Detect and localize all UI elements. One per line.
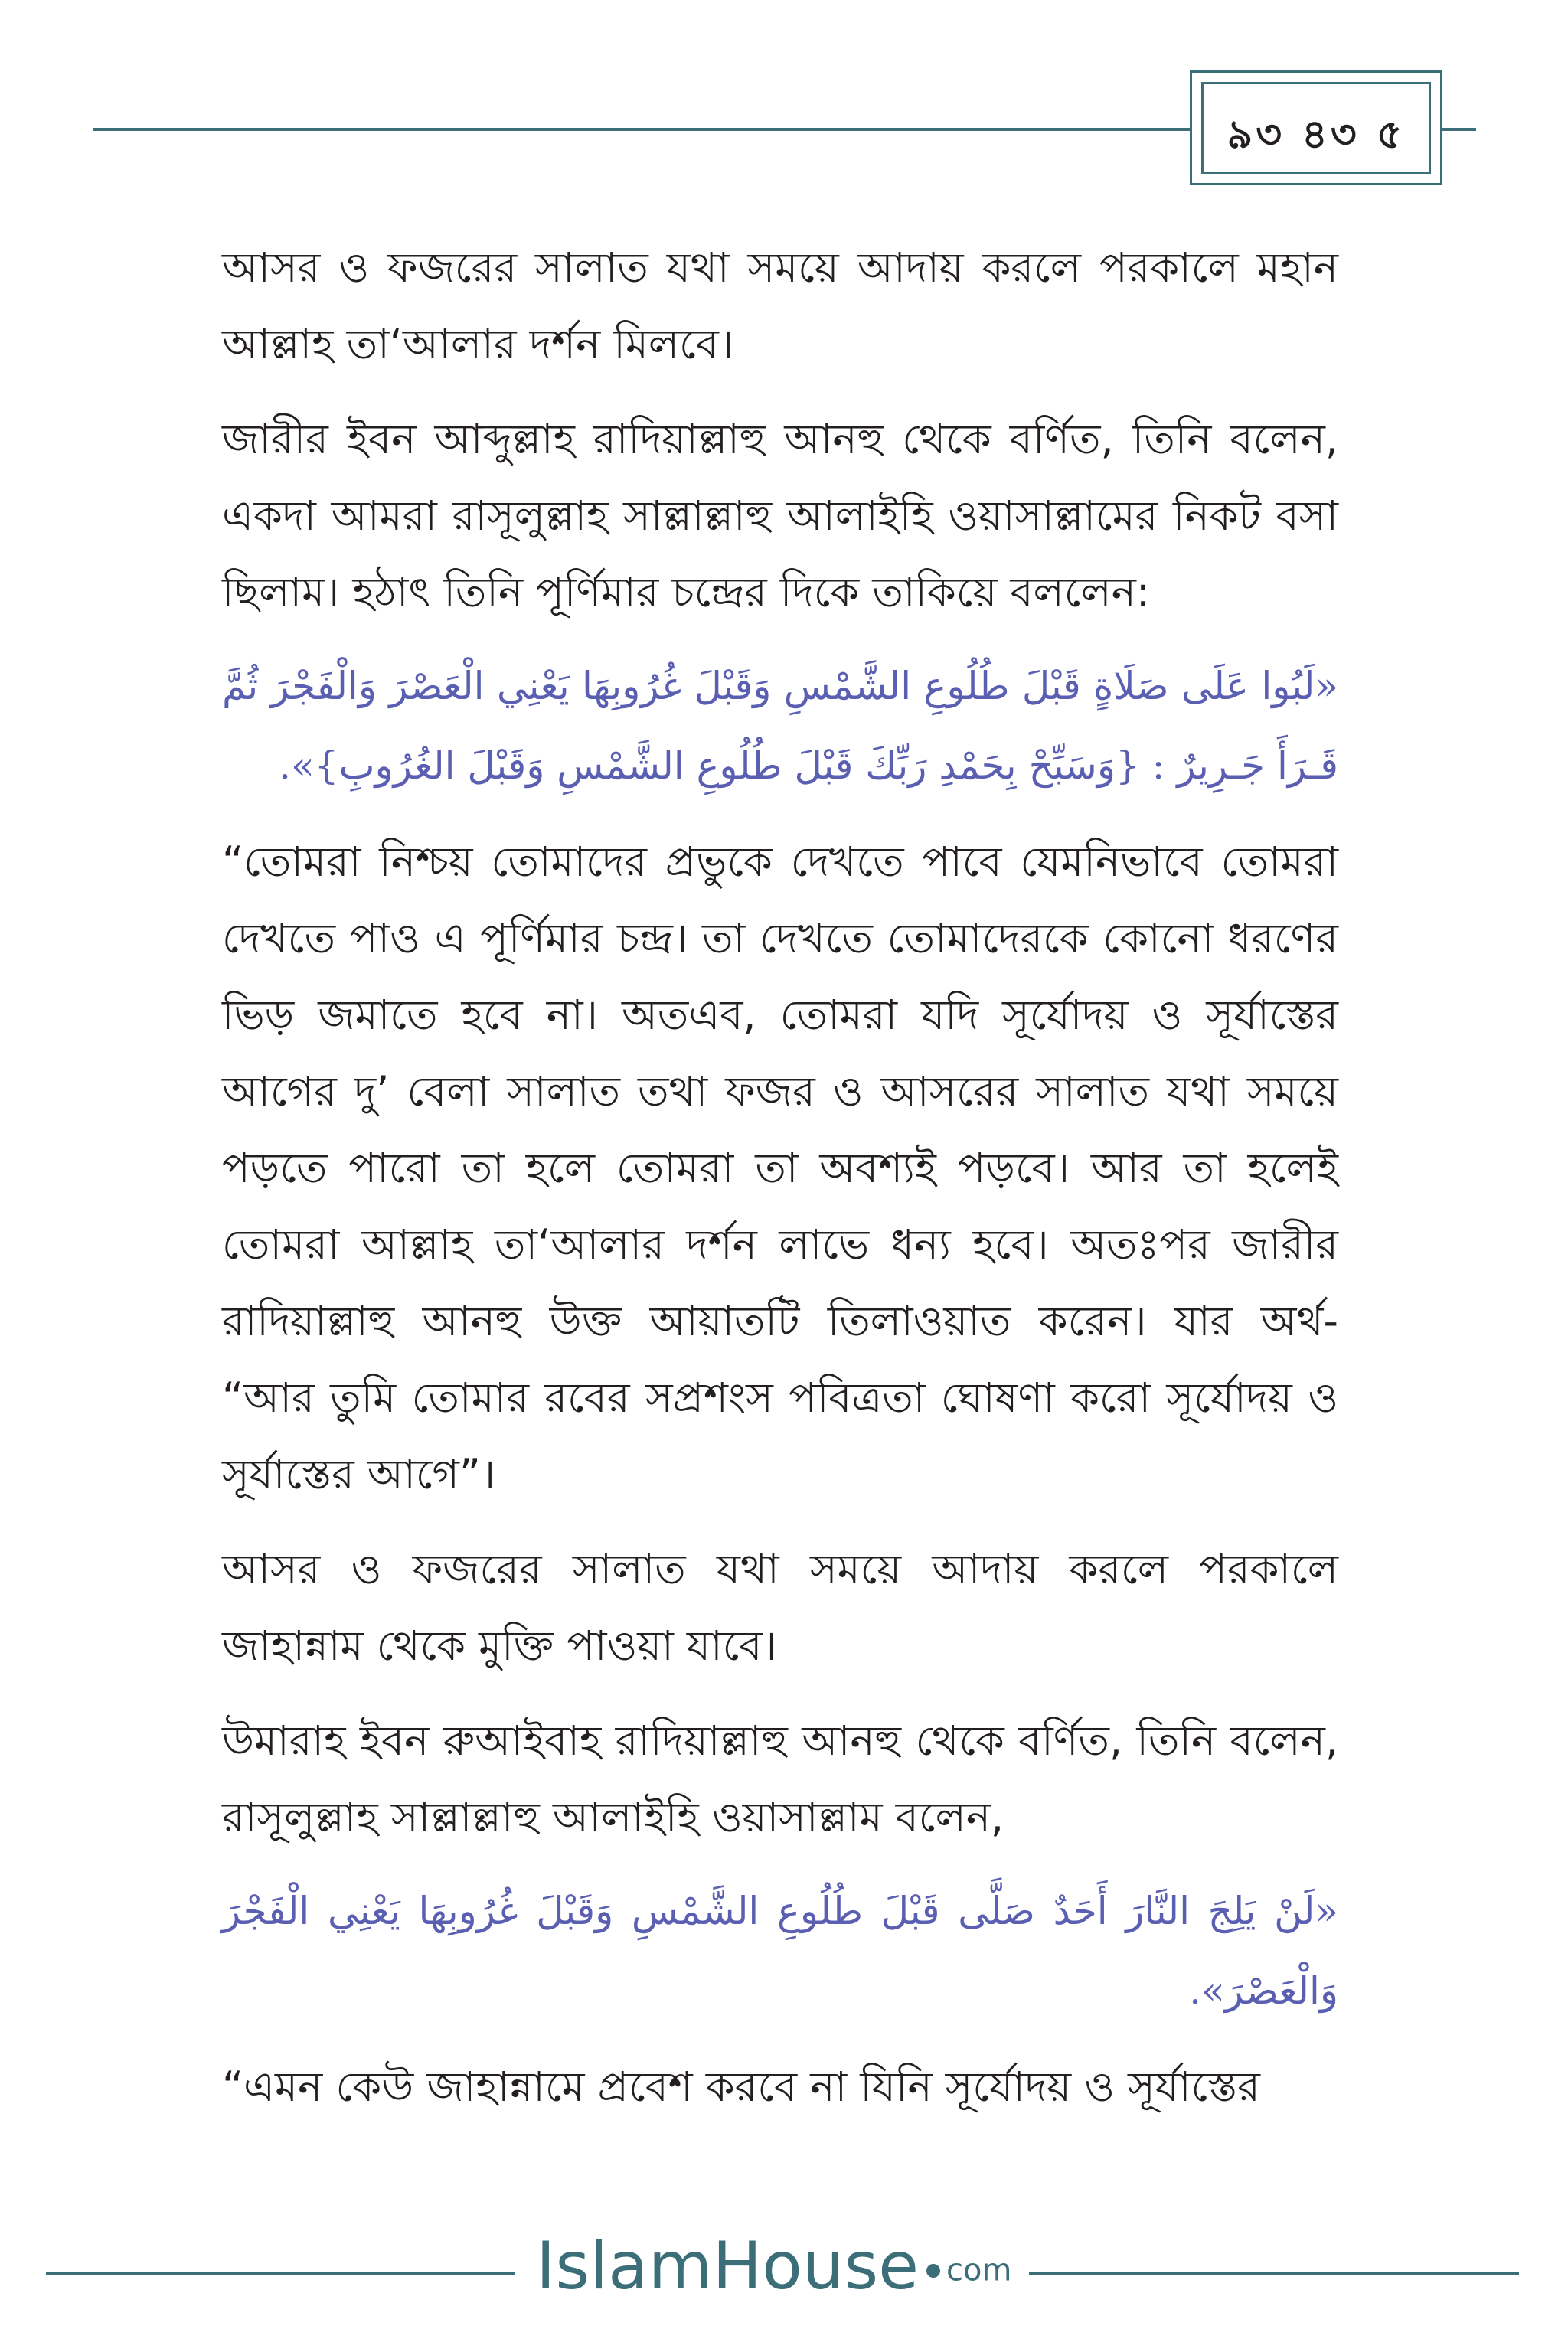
page-number: ৯৩ ৪৩ ৫ (1227, 112, 1406, 158)
page-content (222, 230, 1338, 2125)
footer-rule-right (1029, 2272, 1519, 2275)
paragraph-1: আসর ও ফজরের সালাত যথা সময়ে আদায় করলে পরকালে মহান আল্লাহ তা‘আলার দর্শন মিলবে। (222, 243, 1338, 368)
paragraph-2: জারীর ইবন আব্দুল্লাহ রাদিয়াল্লাহু আনহু থেকে বর্ণিত, তিনি বলেন, একদা আমরা রাসূলুল্লাহ সাল্লাল্লাহু আলাইহি ওয়াসাল্লামের নিকট বসা ছিলাম। হঠাৎ তিনি পূর্ণিমার চন্দ্রের দিকে তাকিয়ে বললেন: (222, 415, 1338, 616)
paragraph-5: উমারাহ ইবন রুআইবাহ রাদিয়াল্লাহু আনহু থেকে বর্ণিত, তিনি বলেন, রাসূলুল্লাহ সাল্লাল্লাহু আলাইহি ওয়াসাল্লাম বলেন, (222, 1717, 1338, 1841)
page-number-box (1190, 70, 1442, 185)
header-rule-left (93, 128, 1190, 131)
paragraph-3: “তোমরা নিশ্চয় তোমাদের প্রভুকে দেখতে পাবে যেমনিভাবে তোমরা দেখতে পাও এ পূর্ণিমার চন্দ্র। তা দেখতে তোমাদেরকে কোনো ধরণের ভিড় জমাতে হবে না। অতএব, তোমরা যদি সূর্যোদয় ও সূর্যাস্তের আগের দু’ বেলা সালাত তথা ফজর ও আসরের সালাত যথা সময়ে পড়তে পারো তা হলে তোমরা তা অবশ্যই পড়বে। আর তা হলেই তোমরা আল্লাহ তা‘আলার দর্শন লাভে ধন্য হবে। অতঃপর জারীর রাদিয়াল্লাহু আনহু উক্ত আয়াতটি তিলাওয়াত করেন। যার অর্থ- “আর তুমি তোমার রবের সপ্রশংস পবিত্রতা ঘোষণা করো সূর্যোদয় ও সূর্যাস্তের আগে”। (222, 838, 1338, 1498)
arabic-hadith-2: «لَنْ يَلِجَ النَّارَ أَحَدٌ صَلَّى قَبْلَ طُلُوعِ الشَّمْسِ وَقَبْلَ غُرُوبِهَا يَعْنِي الْفَجْرَ وَالْعَصْرَ». (222, 1889, 1338, 2013)
logo-suffix-text: com (946, 2252, 1012, 2288)
arabic-hadith-1: «لَبُوا عَلَى صَلَاةٍ قَبْلَ طُلُوعِ الشَّمْسِ وَقَبْلَ غُرُوبِهَا يَعْنِي الْعَصْرَ وَالْفَجْرَ ثُمَّ قَـرَأَ جَـرِيرٌ : {وَسَبِّحْ بِحَمْدِ رَبِّكَ قَبْلَ طُلُوعِ الشَّمْسِ وَقَبْلَ الغُرُوبِ}». (222, 664, 1338, 788)
islamhouse-logo (536, 2224, 1011, 2308)
footer-rule-left (46, 2272, 514, 2275)
paragraph-6: “এমন কেউ জাহান্নামে প্রবেশ করবে না যিনি সূর্যোদয় ও সূর্যাস্তের (222, 2063, 1260, 2111)
logo-main-text: IslamHouse (536, 2228, 920, 2305)
logo-dot-icon (926, 2264, 940, 2278)
paragraph-4: আসর ও ফজরের সালাত যথা সময়ে আদায় করলে পরকালে জাহান্নাম থেকে মুক্তি পাওয়া যাবে। (222, 1545, 1338, 1670)
header-rule-right (1442, 128, 1476, 131)
